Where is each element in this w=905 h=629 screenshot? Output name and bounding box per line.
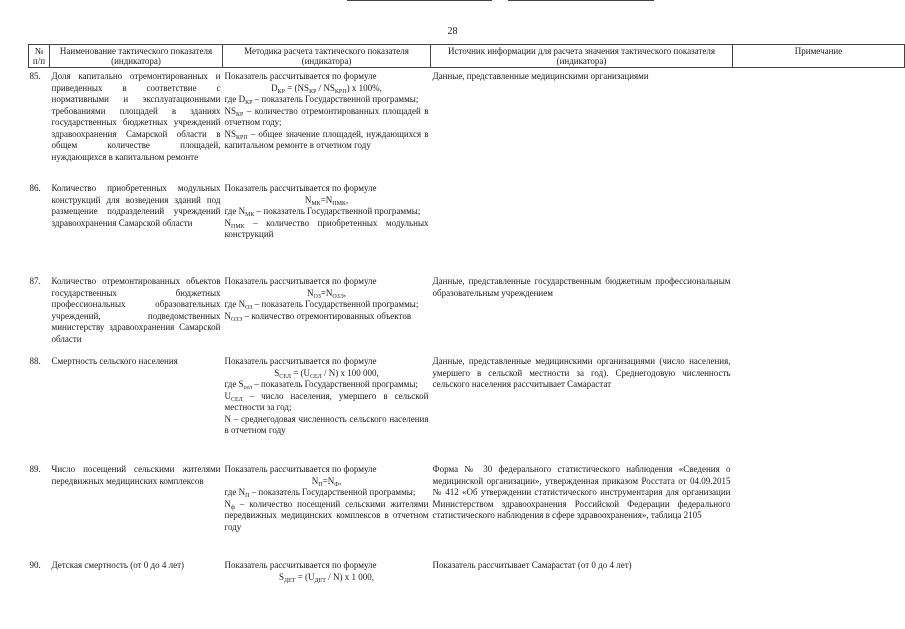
indicator-name: Количество приобретенных модульных конструкций для возведения зданий под размещение подразделений учреждений здравоохранения Самарской области [51,183,221,228]
indicator-name: Детская смертность (от 0 до 4 лет) [51,560,185,570]
table-row [29,183,905,276]
calculation-method [223,356,431,464]
row-number: 86. [29,183,41,193]
formula-definition: $NS_{КР}$ – количество отремонтированных площадей в отчетном году; [224,105,429,127]
formula: $S_{ДЕТ} = (U_{ДЕТ} / N)$ x 1 000, [279,571,374,584]
header-source: Источник информации для расчета значения тактического показателя (индикатора) [431,45,733,68]
indicator-name: Смертность сельского населения [51,356,178,366]
method-intro: Показатель рассчитывается по формуле [224,276,377,286]
calculation-method [223,276,431,356]
indicator-name: Количество отремонтированных объектов государственных бюджетных профессиональных образовательных учреждений, подведомственных министерству здравоохранения Самарской области [51,276,221,344]
formula: $D_{КР} = (NS_{КР} / NS_{КРП})$ x 100%, [271,82,382,95]
calculation-method [223,560,431,583]
formula: $N_{МК}=N_{ПМК}$, [304,194,349,207]
formula-definition: $N_ф$ – количество посещений сельскими жителями передвижных медицинских комплексов в отчетном году [224,498,429,532]
data-source: Форма № 30 федерального статистического наблюдения «Сведения о медицинской организации», утвержденная приказом Росстата от 04.09.2015 № 412 «Об утверждении статистического инструментария для организации Министерством здравоохранения Российской Федерации федерального статистического наблюдения в сфере здравоохранения», таблица 2105 [432,464,731,520]
formula-definition: где $N_{ОЗ}$ – показатель Государственной программы; [224,299,419,311]
note [733,464,905,560]
formula-definition: $N_{ПМК}$ – количество приобретенных модульных конструкций [224,217,429,239]
table-row [29,68,905,184]
formula-definition: где $N_{МК}$ – показатель Государственной программы; [224,206,421,218]
row-number: 89. [29,464,41,474]
calculation-method [223,464,431,560]
method-intro: Показатель рассчитывается по формуле [224,560,377,570]
indicator-name: Доля капитально отремонтированных и приведенных в соответствие с нормативными и эксплуатационными требованиями площадей в зданиях государственных бюджетных учреждений здравоохранения Самарской области в общем количестве площадей, нуждающихся в капитальном ремонте [51,71,221,162]
table-header-row [29,45,905,68]
method-intro: Показатель рассчитывается по формуле [224,464,377,474]
formula-definition: $NS_{КРП}$ – общее значение площадей, нуждающихся в капитальном ремонте в отчетном году [224,128,429,150]
row-number: 88. [29,356,41,366]
row-number: 90. [29,560,41,570]
header-note: Примечание [733,45,905,68]
page-number: 28 [447,26,458,37]
formula-definition: $N_{ОЗЭ}$ – количество отремонтированных объектов [224,310,412,323]
formula-definition: где $N_П$ – показатель Государственной программы; [224,487,416,499]
formula: $S_{СЕЛ} = (U_{СЕЛ} / N)$ x 100 000, [274,367,379,380]
indicator-table [28,44,905,583]
table-row [29,560,905,583]
table-row [29,464,905,560]
data-source [431,183,733,276]
calculation-method [223,183,431,276]
table-row [29,356,905,464]
table-row [29,276,905,356]
formula: $N_{ОЗ}=N_{ОЗЭ}$, [307,287,346,300]
note [733,356,905,464]
header-rule-left [347,0,492,1]
formula: $N_П=N_Ф$, [311,475,342,488]
header-name: Наименование тактического показателя (индикатора) [50,45,223,68]
formula-definition: где $D_{КР}$ – показатель Государственной программы; [224,94,419,106]
method-intro: Показатель рассчитывается по формуле [224,356,377,366]
header-num: № п/п [29,45,50,68]
row-number: 85. [29,71,41,81]
note [733,560,905,583]
formula-definition: где $S_{сел}$ – показатель Государственной программы; [224,379,418,391]
header-rule-right [508,0,654,1]
method-intro: Показатель рассчитывается по формуле [224,183,377,193]
data-source: Данные, представленные государственным бюджетным профессиональным образовательным учреждением [432,276,731,298]
data-source: Показатель рассчитывает Самарастат (от 0 до 4 лет) [432,560,632,570]
formula-definition: N – среднегодовая численность сельского населения в отчетном году [224,413,429,435]
calculation-method [223,68,431,184]
indicator-name: Число посещений сельскими жителями передвижных медицинских комплексов [51,464,221,486]
method-intro: Показатель рассчитывается по формуле [224,71,377,81]
formula-definition: $U_{СЕЛ}$ – число населения, умершего в сельской местности за год; [224,390,429,412]
note [733,68,905,184]
note [733,276,905,356]
data-source: Данные, представленные медицинскими организациями (число населения, умершего в сельской местности за год). Среднегодовую численность сельского населения рассчитывает Самарастат [432,356,731,389]
data-source: Данные, представленные медицинскими организациями [432,71,649,81]
note [733,183,905,276]
row-number: 87. [29,276,41,286]
header-method: Методика расчета тактического показателя (индикатора) [223,45,431,68]
